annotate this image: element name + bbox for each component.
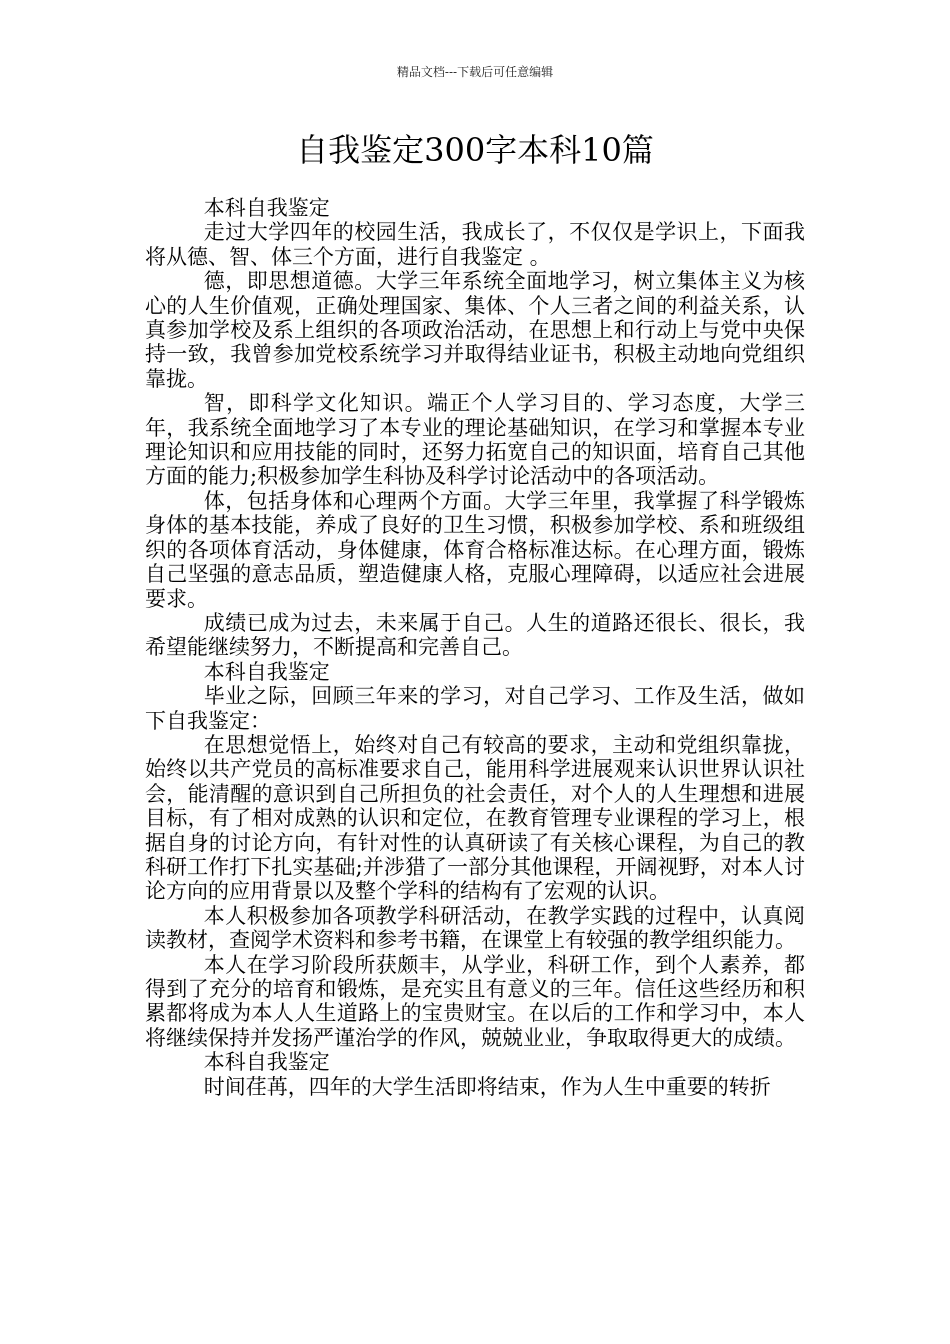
document-body <box>145 196 805 1099</box>
section-heading: 本科自我鉴定 <box>203 196 330 220</box>
paragraph: 毕业之际，回顾三年来的学习，对自己学习、工作及生活，做如下自我鉴定： <box>145 684 805 733</box>
paragraph: 成绩已成为过去，未来属于自己。人生的道路还很长、很长，我希望能继续努力，不断提高和完善自己。 <box>145 610 805 660</box>
section-heading: 本科自我鉴定 <box>203 1050 330 1075</box>
paragraph: 智，即科学文化知识。端正个人学习目的、学习态度，大学三年，我系统全面地学习了本专业的理论基础知识，在学习和掌握本专业理论知识和应用技能的同时，还努力拓宽自己的知识面，培育自己其他方面的能力;积极参加学生科协及科学讨论活动中的各项活动。 <box>145 391 805 489</box>
section-heading: 本科自我鉴定 <box>203 659 330 684</box>
document-title: 自我鉴定300字本科10篇 <box>296 131 654 169</box>
paragraph: 体，包括身体和心理两个方面。大学三年里，我掌握了科学锻炼身体的基本技能，养成了良好的卫生习惯，积极参加学校、系和班级组织的各项体育活动，身体健康，体育合格标准达标。在心理方面，锻炼自己坚强的意志品质，塑造健康人格，克服心理障碍，以适应社会进展要求。 <box>145 488 805 611</box>
paragraph: 在思想觉悟上，始终对自己有较高的要求，主动和党组织靠拢，始终以共产党员的高标准要求自己，能用科学进展观来认识世界认识社会，能清醒的意识到自己所担负的社会责任，对个人的人生理想和进展目标，有了相对成熟的认识和定位，在教育管理专业课程的学习上，根据自身的讨论方向，有针对性的认真研读了有关核心课程，为自己的教科研工作打下扎实基础;并涉猎了一部分其他课程，开阔视野，对本人讨论方向的应用背景以及整个学科的结构有了宏观的认识。 <box>145 732 805 904</box>
paragraph: 本人在学习阶段所获颇丰，从学业，科研工作，到个人素养，都得到了充分的培育和锻炼，是充实且有意义的三年。信任这些经历和积累都将成为本人人生道路上的宝贵财宝。在以后的工作和学习中，本人将继续保持并发扬严谨治学的作风，兢兢业业，争取取得更大的成绩。 <box>145 952 805 1050</box>
paragraph: 走过大学四年的校园生活，我成长了，不仅仅是学识上，下面我将从德、智、体三个方面，进行自我鉴定 。 <box>145 220 805 269</box>
paragraph: 本人积极参加各项教学科研活动，在教学实践的过程中，认真阅读教材，查阅学术资料和参考书籍，在课堂上有较强的教学组织能力。 <box>145 903 805 953</box>
paragraph: 德，即思想道德。大学三年系统全面地学习，树立集体主义为核心的人生价值观，正确处理国家、集体、个人三者之间的利益关系，认真参加学校及系上组织的各项政治活动，在思想上和行动上与党中央保持一致，我曾参加党校系统学习并取得结业证书，积极主动地向党组织靠拢。 <box>145 269 805 391</box>
header-note: 精品文档---下载后可任意编辑 <box>396 65 554 79</box>
paragraph: 时间荏苒，四年的大学生活即将结束，作为人生中重要的转折 <box>203 1074 771 1099</box>
